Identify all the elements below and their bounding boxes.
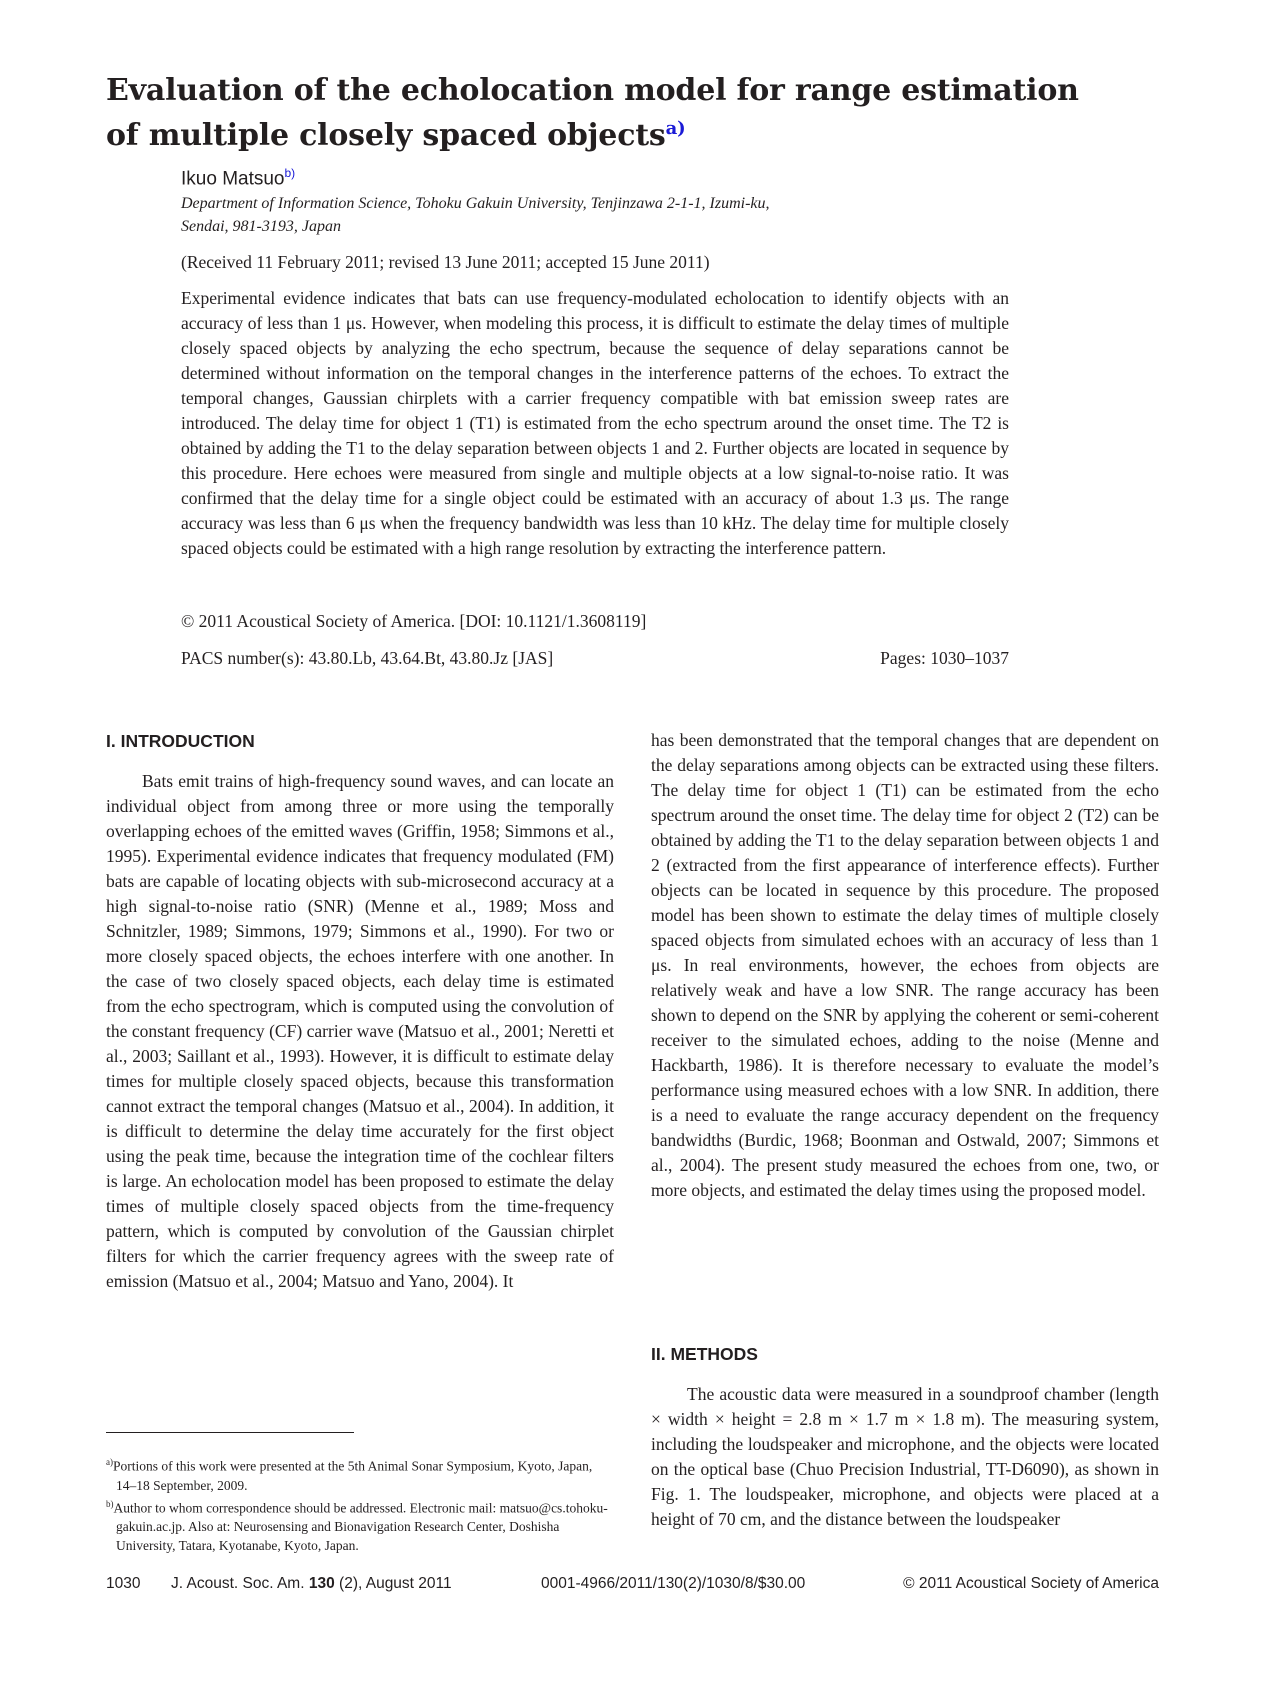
footnotes	[106, 1453, 614, 1555]
footnote-a: $^{a)}$Portions of this work were presented at the 5th Animal Sonar Symposium, Kyoto, Japan, 14–18 September, 2009.	[106, 1457, 593, 1493]
footnote-b: $^{b)}$Author to whom correspondence should be addressed. Electronic mail: matsuo@cs.tohoku-gakuin.ac.jp. Also at: Neurosensing and Bionavigation Research Center, Doshisha University, Tatara, Kyotanabe, Kyoto, Japan.	[106, 1498, 608, 1553]
methods-column	[651, 1382, 1159, 1532]
paper-title	[106, 72, 1106, 155]
title-line-2: of multiple closely spaced objects$^{a)}$	[106, 118, 686, 153]
copyright-doi: © 2011 Acoustical Society of America. [DOI: 10.1121/1.3608119]	[181, 611, 647, 631]
footer-journal: J. Acoust. Soc. Am. 130 (2), August 2011	[171, 1575, 452, 1592]
pacs-numbers: PACS number(s): 43.80.Lb, 43.64.Bt, 43.80.Jz [JAS]	[181, 648, 554, 668]
intro-right-column	[651, 728, 1159, 1203]
footnote-rule	[106, 1432, 354, 1433]
page-range: Pages: 1030–1037	[880, 648, 1009, 668]
abstract-text: Experimental evidence indicates that bats can use frequency-modulated echolocation to identify objects with an accuracy of less than 1 μs. However, when modeling this process, it is difficult to estimate the delay times of multiple closely spaced objects by analyzing the echo spectrum, because the sequence of delay separations cannot be determined without information on the temporal changes in the interference patterns of the echoes. To extract the temporal changes, Gaussian chirplets with a carrier frequency compatible with bat emission sweep rates are introduced. The delay time for object 1 (T1) is estimated from the echo spectrum around the onset time. The T2 is obtained by adding the T1 to the delay separation between objects 1 and 2. Further objects are located in sequence by this procedure. Here echoes were measured from single and multiple objects at a low signal-to-noise ratio. It was confirmed that the delay time for a single object could be estimated with an accuracy of about 1.3 μs. The range accuracy was less than 6 μs when the frequency bandwidth was less than 10 kHz. The delay time for multiple closely spaced objects could be estimated with a high range resolution by extracting the interference pattern.	[181, 288, 1009, 558]
author-name: Ikuo Matsuo	[181, 168, 285, 190]
affiliation-line-1: Department of Information Science, Tohoku Gakuin University, Tenjinzawa 2-1-1, Izumi-ku,	[181, 195, 770, 212]
intro-continued-paragraph: has been demonstrated that the temporal changes that are dependent on the delay separations among objects can be extracted using these filters. The delay time for object 1 (T1) can be estimated from the echo spectrum around the onset time. The delay time for object 2 (T2) can be obtained by adding the T1 to the delay separation between objects 1 and 2 (extracted from the first appearance of interference effects). Further objects can be located in sequence by this procedure. The proposed model has been shown to estimate the delay times of multiple closely spaced objects from simulated echoes with an accuracy of less than 1 μs. In real environments, however, the echoes from objects are relatively weak and have a low SNR. The range accuracy has been shown to depend on the SNR by applying the coherent or semi-coherent receiver to the simulated echoes, adding to the noise (Menne and Hackbarth, 1986). It is therefore necessary to evaluate the model’s performance using measured echoes with a low SNR. In addition, there is a need to evaluate the range accuracy dependent on the frequency bandwidths (Burdic, 1968; Boonman and Ostwald, 2007; Simmons et al., 2004). The present study measured the echoes from one, two, or more objects, and estimated the delay times using the proposed model.	[651, 730, 1159, 1200]
title-footnote-link[interactable]: a)	[665, 118, 686, 139]
received-dates: (Received 11 February 2011; revised 13 June 2011; accepted 15 June 2011)	[181, 252, 710, 272]
title-line-1: Evaluation of the echolocation model for range estimation	[106, 73, 1079, 108]
affiliation-line-2: Sendai, 981-3193, Japan	[181, 218, 341, 235]
footer-copyright: © 2011 Acoustical Society of America	[903, 1575, 1159, 1592]
author-footnote-link[interactable]: b)	[284, 166, 296, 180]
intro-left-column	[106, 769, 614, 1294]
intro-heading: I. INTRODUCTION	[106, 731, 255, 751]
footer-page-number: 1030	[106, 1575, 141, 1592]
methods-paragraph: The acoustic data were measured in a soundproof chamber (length × width × height = 2.8 m × 1.7 m × 1.8 m). The measuring system, including the loudspeaker and microphone, and the objects were located on the optical base (Chuo Precision Industrial, TT-D6090), as shown in Fig. 1. The loudspeaker, microphone, and objects were placed at a height of 70 cm, and the distance between the loudspeaker	[651, 1384, 1159, 1529]
affiliation	[181, 192, 770, 238]
footer-code: 0001-4966/2011/130(2)/1030/8/$30.00	[541, 1575, 806, 1592]
intro-paragraph: Bats emit trains of high-frequency sound waves, and can locate an individual object from among three or more using the temporally overlapping echoes of the emitted waves (Griffin, 1958; Simmons et al., 1995). Experimental evidence indicates that frequency modulated (FM) bats are capable of locating objects with sub-microsecond accuracy at a high signal-to-noise ratio (SNR) (Menne et al., 1989; Moss and Schnitzler, 1989; Simmons, 1979; Simmons et al., 1990). For two or more closely spaced objects, the echoes interfere with one another. In the case of two closely spaced objects, each delay time is estimated from the echo spectrogram, which is computed using the convolution of the constant frequency (CF) carrier wave (Matsuo et al., 2001; Neretti et al., 2003; Saillant et al., 1993). However, it is difficult to estimate delay times for multiple closely spaced objects, because this transformation cannot extract the temporal changes (Matsuo et al., 2004). In addition, it is difficult to determine the delay time accurately for the first object using the peak time, because the integration time of the cochlear filters is large. An echolocation model has been proposed to estimate the delay times of multiple closely spaced objects from the time-frequency pattern, which is computed by convolution of the Gaussian chirplet filters for which the carrier frequency agrees with the sweep rate of emission (Matsuo et al., 2004; Matsuo and Yano, 2004). It	[106, 771, 614, 1291]
author	[181, 166, 295, 190]
abstract	[181, 286, 1009, 561]
methods-heading: II. METHODS	[651, 1344, 758, 1364]
